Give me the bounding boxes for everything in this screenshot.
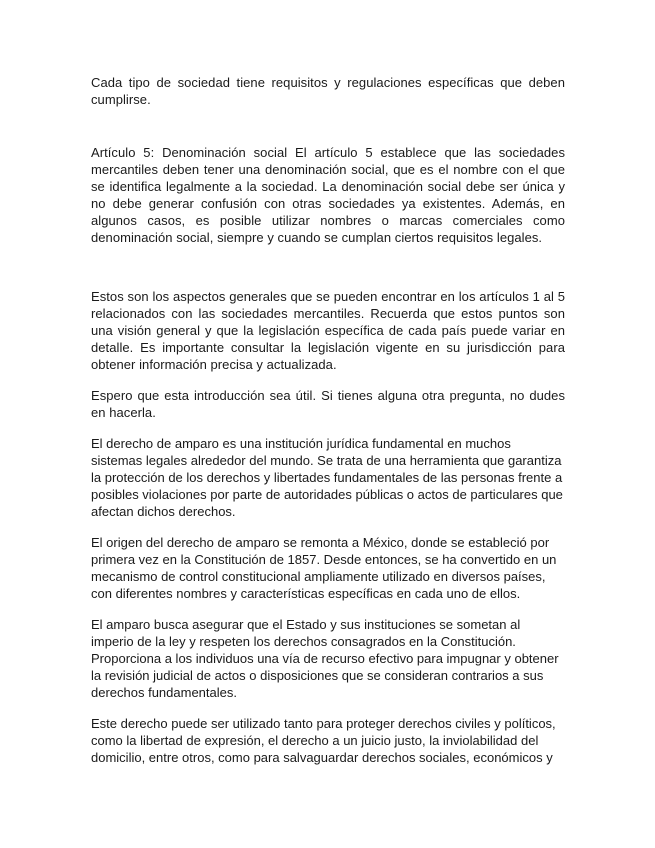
- paragraph-amparo-estado: El amparo busca asegurar que el Estado y sus instituciones se sometan al imperio de la ley y respeten los derechos consagrados en la Constitución. Proporciona a los individuos una vía de recurso efectivo para impugnar y obtener la revisión judicial de actos o disposiciones que se consideran contrarios a sus derechos fundamentales.: [91, 617, 559, 700]
- paragraph-derecho-amparo: El derecho de amparo es una institución jurídica fundamental en muchos sistemas legales alrededor del mundo. Se trata de una herramienta que garantiza la protección de los derechos y libertades fundamentales de las personas frente a posibles violaciones por parte de autoridades públicas o actos de particulares que afectan dichos derechos.: [91, 436, 563, 519]
- paragraph-aspectos-generales: Estos son los aspectos generales que se pueden encontrar en los artículos 1 al 5 relacionados con las sociedades mercantiles. Recuerda que estos puntos son una visión general y que la legislación específica de cada país puede variar en detalle. Es importante consultar la legislación vigente en su jurisdicción para obtener información precisa y actualizada.: [91, 289, 565, 372]
- paragraph-articulo-5: Artículo 5: Denominación social El artículo 5 establece que las sociedades mercantiles deben tener una denominación social, que es el nombre con el que se identifica legalmente a la sociedad. La denominación social debe ser única y no debe generar confusión con otras sociedades ya existentes. Además, en algunos casos, es posible utilizar nombres o marcas comerciales como denominación social, siempre y cuando se cumplan ciertos requisitos legales.: [91, 145, 565, 245]
- paragraph-requisitos: Cada tipo de sociedad tiene requisitos y regulaciones específicas que deben cumplirse.: [91, 75, 565, 107]
- paragraph-origen-amparo: El origen del derecho de amparo se remonta a México, donde se estableció por primera vez en la Constitución de 1857. Desde entonces, se ha convertido en un mecanismo de control constitucional ampliamente utilizado en diversos países, con diferentes nombres y características específicas en cada uno de ellos.: [91, 535, 557, 601]
- document-page: [91, 74, 565, 780]
- paragraph-introduccion: Espero que esta introducción sea útil. Si tienes alguna otra pregunta, no dudes en hacerla.: [91, 388, 565, 420]
- paragraph-derechos-civiles: Este derecho puede ser utilizado tanto para proteger derechos civiles y políticos, como la libertad de expresión, el derecho a un juicio justo, la inviolabilidad del domicilio, entre otros, como para salvaguardar derechos sociales, económicos y: [91, 716, 556, 765]
